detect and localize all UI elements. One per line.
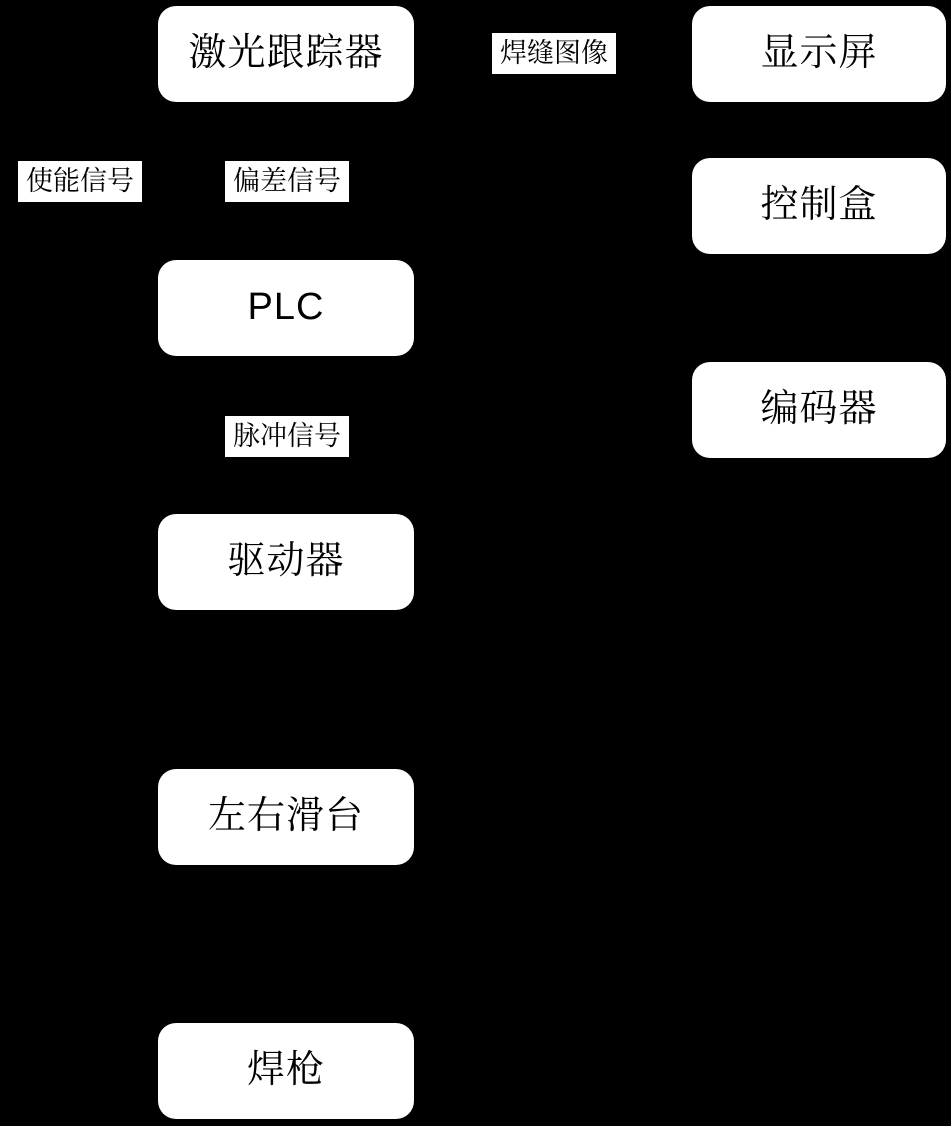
node-label: PLC xyxy=(247,286,325,329)
edge-label-text: 焊缝图像 xyxy=(500,38,608,69)
node-label: 焊枪 xyxy=(246,1049,325,1092)
node-label: 激光跟踪器 xyxy=(188,32,384,75)
edge-label-text: 脉冲信号 xyxy=(233,421,341,452)
node-label: 驱动器 xyxy=(227,540,345,583)
node-label: 显示屏 xyxy=(760,32,878,75)
node-label: 控制盒 xyxy=(760,184,878,227)
node-plc xyxy=(158,260,414,356)
node-label: 编码器 xyxy=(760,388,878,431)
node-label: 左右滑台 xyxy=(207,795,364,838)
node-laser-tracker xyxy=(158,6,414,102)
edge-label-text: 使能信号 xyxy=(26,166,134,197)
node-left-right-slide xyxy=(158,769,414,865)
node-welding-torch xyxy=(158,1023,414,1119)
node-display-screen xyxy=(692,6,946,102)
edge-label-deviation-signal xyxy=(225,161,349,202)
edge-label-enable-signal xyxy=(18,161,142,202)
edge-label-weld-seam-image xyxy=(492,33,616,74)
node-control-box xyxy=(692,158,946,254)
node-encoder xyxy=(692,362,946,458)
node-driver xyxy=(158,514,414,610)
edge-label-text: 偏差信号 xyxy=(233,166,341,197)
edge-label-pulse-signal xyxy=(225,416,349,457)
